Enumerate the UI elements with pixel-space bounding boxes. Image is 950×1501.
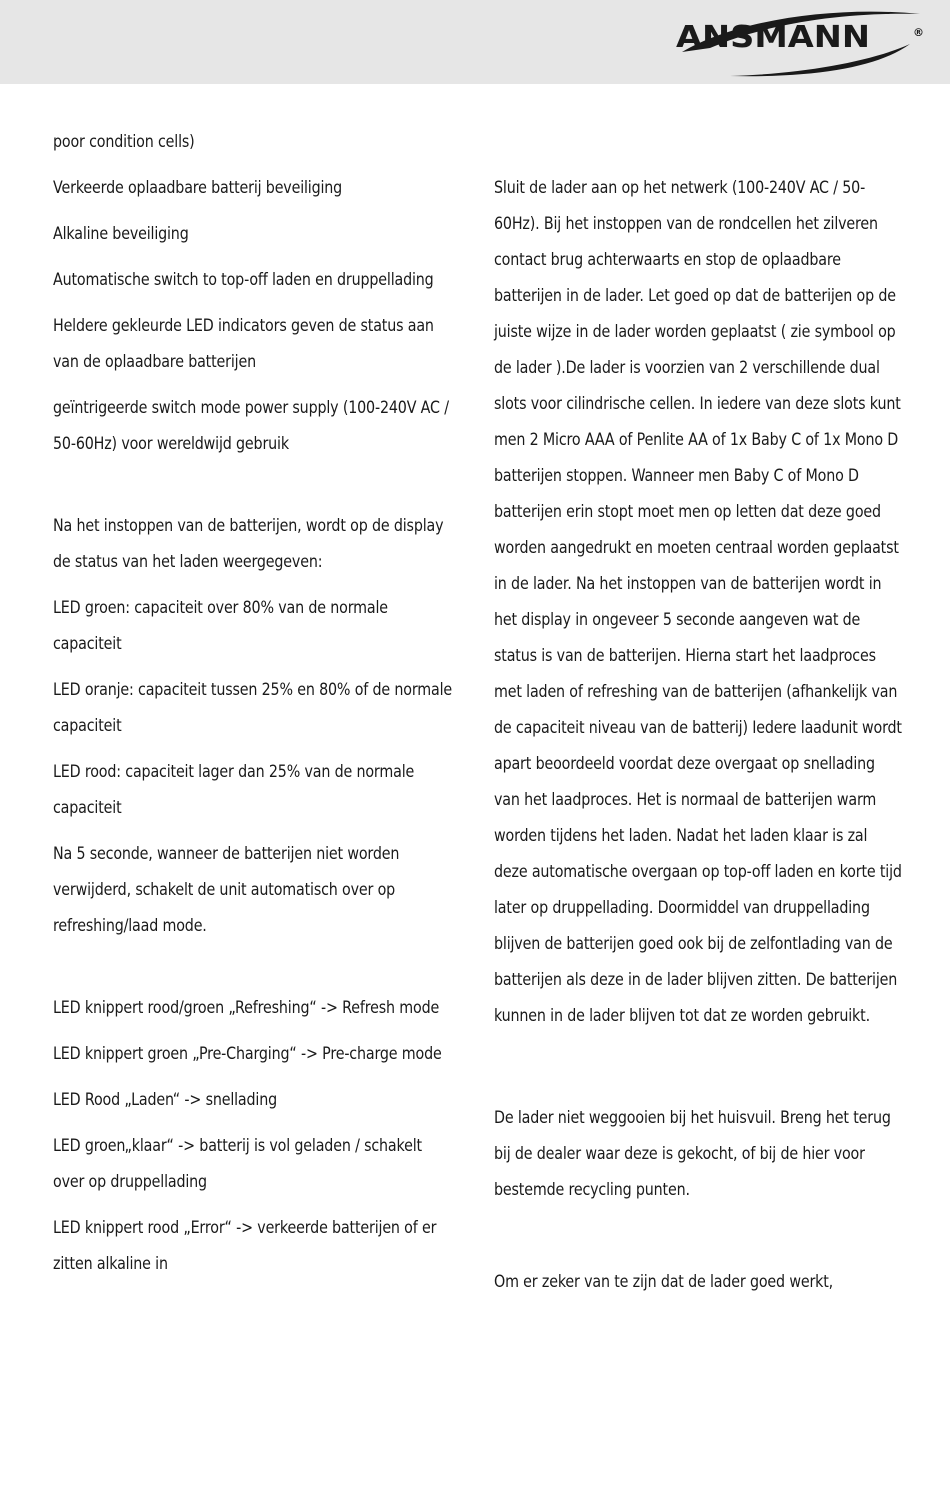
led-mode-item: LED knippert groen „Pre-Charging“ -> Pre-charge mode bbox=[53, 1044, 442, 1064]
usage-paragraph: Sluit de lader aan op het netwerk (100-240V AC / 50-60Hz). Bij het instoppen van de rondcellen het zilveren contact brug achterwaarts en stop de oplaadbare batterijen in de lader. Let goed op dat de batterijen op de juiste wijze in de lader worden geplaatst ( zie symbool op de lader ).De lader is voorzien van 2 verschillende dual slots voor cilindrische cellen. In iedere van deze slots kunt men 2 Micro AAA of Penlite AA of 1x Baby C of 1x Mono D batterijen stoppen. Wanneer men Baby C of Mono D batterijen erin stopt moet men op letten dat deze goed worden aangedrukt en moeten centraal worden geplaatst in de lader. Na het instoppen van de batterijen wordt in het display in ongeveer 5 seconde aangeven wat de status is van de batterijen. Hierna start het laadproces met laden of refreshing van de batterijen (afhankelijk van de capaciteit niveau van de batterij) Iedere laadunit wordt apart beoordeeld voordat deze overgaat op snellading van het laadproces. Het is normaal de batterijen warm worden tijdens het laden. Nadat het laden klaar is zal deze automatische overgaan op top-off laden en korte tijd later op druppellading. Doormiddel van druppellading blijven de batterijen goed ook bij de zelfontlading van de batterijen als deze in de lader blijven zitten. De batterijen kunnen in de lader blijven tot dat ze worden gebruikt. bbox=[494, 178, 902, 1026]
led-mode-item: LED knippert rood „Error“ -> verkeerde batterijen of er zitten alkaline in bbox=[53, 1218, 437, 1274]
feature-item: geïntrigeerde switch mode power supply (100-240V AC / 50-60Hz) voor wereldwijd gebruik bbox=[53, 398, 449, 454]
status-item: LED oranje: capaciteit tussen 25% en 80% of de normale capaciteit bbox=[53, 680, 453, 736]
brand-logo bbox=[670, 4, 932, 80]
led-mode-item: LED knippert rood/groen „Refreshing“ -> Refresh mode bbox=[53, 998, 440, 1018]
brand-name: ANSMANN bbox=[676, 20, 871, 55]
feature-item: Alkaline beveiliging bbox=[53, 224, 189, 244]
status-item: LED groen: capaciteit over 80% van de normale capaciteit bbox=[53, 598, 388, 654]
status-intro: Na het instoppen van de batterijen, wordt op de display de status van het laden weergegeven: bbox=[53, 516, 444, 572]
feature-item: poor condition cells) bbox=[53, 132, 195, 152]
feature-item: Verkeerde oplaadbare batterij beveiliging bbox=[53, 178, 343, 198]
feature-item: Automatische switch to top-off laden en druppellading bbox=[53, 270, 434, 290]
status-item: LED rood: capaciteit lager dan 25% van de normale capaciteit bbox=[53, 762, 415, 818]
right-column bbox=[494, 170, 902, 1310]
registered-mark: ® bbox=[913, 26, 924, 39]
status-note: Na 5 seconde, wanneer de batterijen niet worden verwijderd, schakelt de unit automatisch over op refreshing/laad mode. bbox=[53, 844, 400, 936]
page-header bbox=[0, 0, 950, 84]
check-paragraph: Om er zeker van te zijn dat de lader goed werkt, bbox=[494, 1272, 834, 1292]
left-column bbox=[53, 124, 456, 1292]
led-mode-item: LED groen„klaar“ -> batterij is vol geladen / schakelt over op druppellading bbox=[53, 1136, 422, 1192]
feature-item: Heldere gekleurde LED indicators geven de status aan van de oplaadbare batterijen bbox=[53, 316, 434, 372]
disposal-paragraph: De lader niet weggooien bij het huisvuil. Breng het terug bij de dealer waar deze is gekocht, of bij de hier voor bestemde recycling punten. bbox=[494, 1108, 891, 1200]
led-mode-item: LED Rood „Laden“ -> snellading bbox=[53, 1090, 277, 1110]
